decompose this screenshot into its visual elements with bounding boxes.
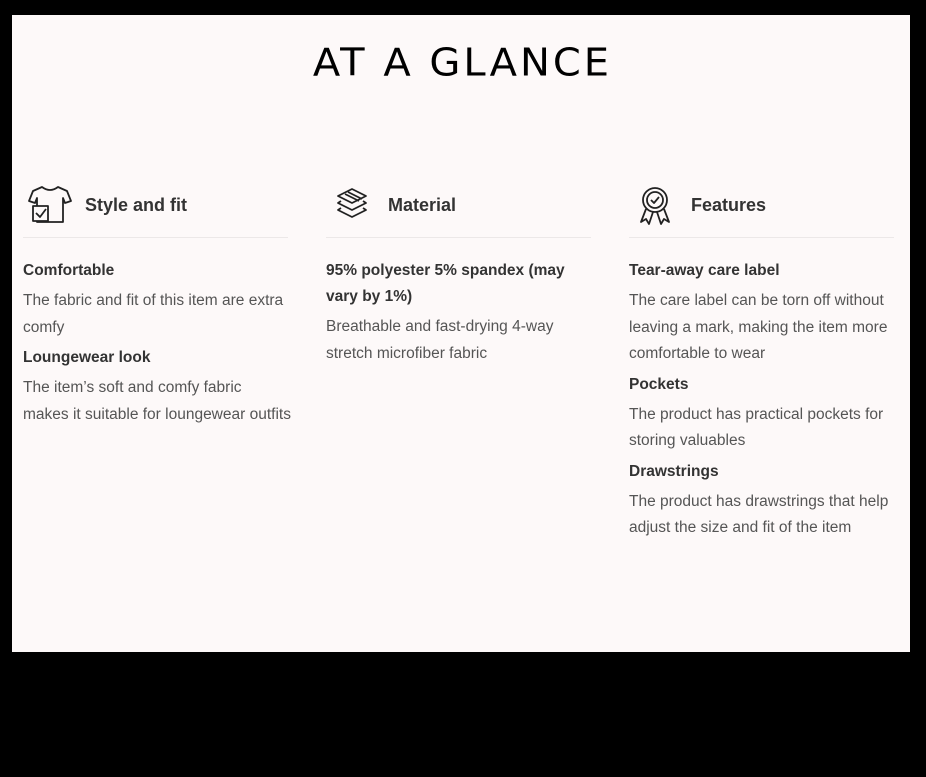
page-title: AT A GLANCE bbox=[312, 41, 613, 85]
column-heading: Style and fit bbox=[85, 194, 188, 215]
list-item bbox=[23, 258, 291, 341]
column-header bbox=[629, 185, 897, 225]
item-description: The fabric and fit of this item are extra comfy bbox=[23, 292, 284, 336]
column-heading: Features bbox=[691, 194, 767, 215]
column-style-and-fit bbox=[23, 185, 291, 428]
item-title: Loungewear look bbox=[23, 349, 151, 366]
list-item bbox=[629, 258, 897, 368]
divider bbox=[23, 237, 288, 238]
divider bbox=[629, 237, 894, 238]
item-description: Breathable and fast-drying 4-way stretch microfiber fabric bbox=[326, 318, 554, 362]
list-item bbox=[23, 345, 291, 428]
divider bbox=[326, 237, 591, 238]
column-features bbox=[629, 185, 897, 542]
item-title: Drawstrings bbox=[629, 462, 719, 480]
item-title: Pockets bbox=[629, 375, 689, 393]
column-material bbox=[326, 185, 594, 367]
shirt-check-icon bbox=[27, 185, 85, 225]
item-description: The product has practical pockets for storing valuables bbox=[629, 405, 884, 449]
list-item bbox=[629, 372, 897, 455]
column-header bbox=[23, 185, 291, 225]
item-title: Comfortable bbox=[23, 262, 115, 279]
award-ribbon-icon bbox=[635, 185, 691, 225]
item-title: Tear-away care label bbox=[629, 262, 780, 279]
item-title: 95% polyester 5% spandex (may vary by 1%) bbox=[326, 262, 565, 305]
list-item bbox=[326, 258, 594, 367]
item-description: The item’s soft and comfy fabric makes it suitable for loungewear outfits bbox=[23, 379, 291, 423]
list-item bbox=[629, 459, 897, 542]
column-heading: Material bbox=[388, 194, 457, 215]
layers-icon bbox=[334, 185, 388, 225]
item-description: The product has drawstrings that help adjust the size and fit of the item bbox=[629, 492, 889, 536]
column-header bbox=[326, 185, 594, 225]
item-description: The care label can be torn off without leaving a mark, making the item more comfortable to wear bbox=[629, 292, 888, 362]
